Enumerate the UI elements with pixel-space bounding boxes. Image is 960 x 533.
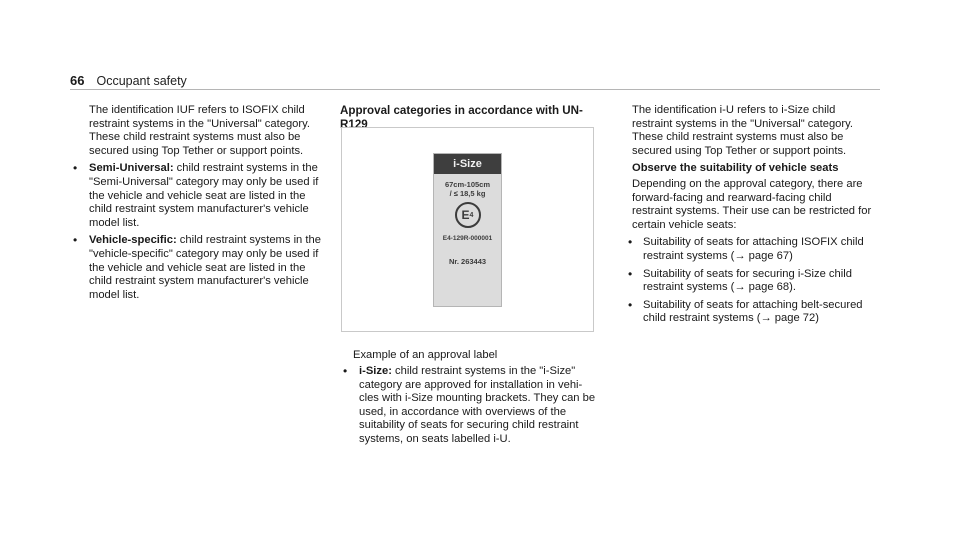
column-middle-lower (340, 365, 600, 447)
section-title: Occupant safety (96, 74, 187, 88)
term-semi-universal: Semi-Universal: (89, 162, 174, 175)
list-item-i-size-suitability: • Suitability of seats for securing i-Size child restraint systems (→ page 68). (613, 268, 873, 295)
approval-label-figure (341, 127, 594, 332)
label-serial: Nr. 263443 (448, 257, 487, 266)
approval-label-image (433, 153, 502, 307)
figure-caption: Example of an approval label (353, 349, 498, 361)
desc-semi-universal: child restraint systems in the "Semi-Universal" category may only be used if the vehicle and vehicle seat are listed in the child restraint system manufacturer's vehicle model list. (89, 162, 319, 229)
list-item-belt-suitability: • Suitability of seats for attaching belt-secured child restraint systems (→ page 72) (613, 299, 873, 326)
page-header (70, 73, 187, 88)
list-item-semi-universal (70, 162, 330, 230)
e-mark-letter: E (461, 208, 470, 222)
desc-vehicle-specific: child restraint systems in the "vehicle-specific" category may only be used if the vehicle and vehicle seat are listed in the child restraint system manufacturer's vehicle model list. (89, 234, 321, 301)
iu-intro: The identification i-U refers to i-Size child restraint systems in the "Universal" category. These child restraint systems must also be secured using Top Tether or support points. (632, 104, 853, 157)
desc-i-size: child restraint systems in the "i-Size" category are approved for installation in vehi-cles with i-Size mounting brackets. They can be used, in accordance with overviews of the suitability of seats for securing child restraint systems, on seats labelled i-U. (359, 365, 596, 445)
e-mark-icon (455, 202, 481, 228)
label-title: i-Size (434, 154, 501, 174)
column-right (613, 104, 873, 326)
label-weight: / ≤ 18,5 kg (449, 189, 486, 198)
term-vehicle-specific: Vehicle-specific: (89, 234, 177, 247)
page-number: 66 (70, 73, 85, 88)
suitability-subheading: Observe the suitability of vehicle seats (632, 162, 839, 175)
list-item-isofix-suitability: • Suitability of seats for attaching ISOFIX child restraint systems (→ page 67) (613, 236, 873, 263)
term-i-size: i-Size: (359, 365, 392, 377)
approval-categories-heading: Approval categories in accordance with UN-R129 (340, 104, 583, 131)
label-approval-number: E4-129R-000001 (442, 235, 493, 242)
column-left (70, 104, 330, 302)
iuf-intro: The identification IUF refers to ISOFIX child restraint systems in the "Universal" category. These child restraint systems must also be secured using Top Tether or support points. (89, 104, 310, 157)
list-item-i-size (340, 365, 600, 447)
suitability-body: Depending on the approval category, there are forward-facing and rearward-facing child restraint systems. Their use can be restricted for certain vehicle seats: (632, 177, 872, 231)
list-item-vehicle-specific (70, 234, 330, 302)
e-mark-number: 4 (469, 211, 474, 219)
label-size-range: 67cm-105cm (444, 180, 491, 189)
header-divider (70, 89, 880, 90)
